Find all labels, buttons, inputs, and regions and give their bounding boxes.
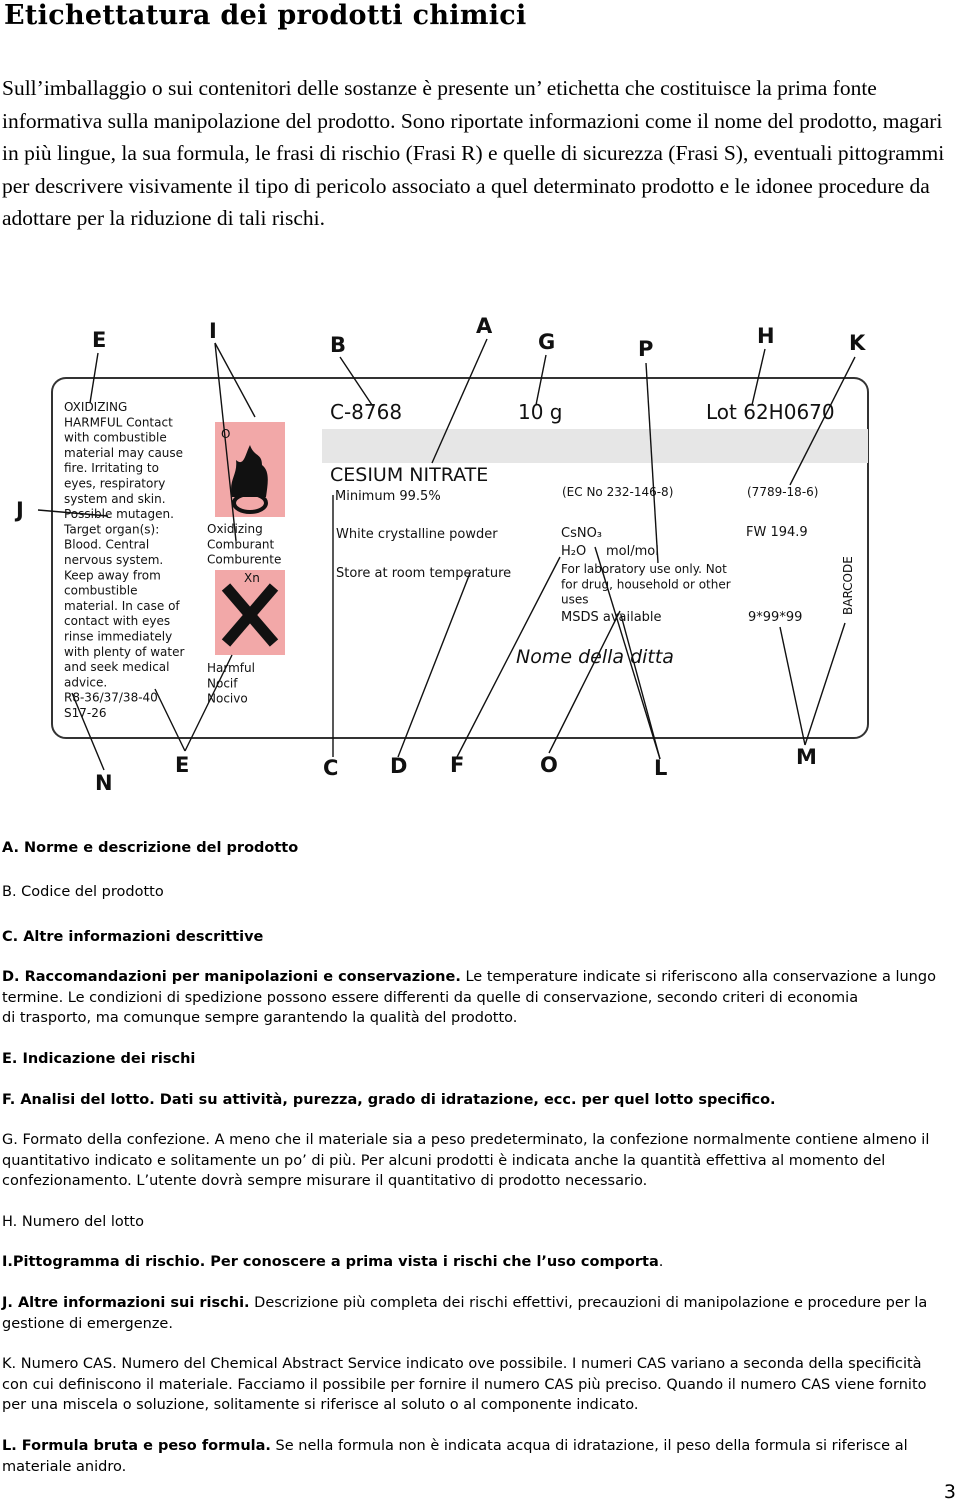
- product-name: CESIUM NITRATE: [330, 464, 489, 486]
- text-line: system and skin.: [64, 491, 166, 506]
- text-line: and seek medical: [64, 660, 170, 675]
- callout-h: H: [757, 324, 775, 348]
- text-line: with plenty of water: [64, 644, 185, 659]
- intro-paragraph: Sull’imballaggio o sui contenitori delle sostanze è presente un’ etichetta che costituisce la prima fonte informativa sulla manipolazione del prodotto. Sono riportate informazioni come il nome del prodotto, magari in più lingue, la sua formula, le frasi di rischio (Frasi R) e quelle di sicurezza (Frasi S), eventuali pittogrammi per descrivere visivamente il tipo di pericolo associato a quel determinato prodotto e le idonee procedure da adottare per la riduzione di tali rischi.: [2, 76, 945, 230]
- text-line: nervous system.: [64, 553, 164, 567]
- page-number: 3: [943, 1481, 956, 1503]
- text-line: For laboratory use only. Not: [561, 562, 727, 576]
- formula-weight: FW 194.9: [746, 525, 808, 540]
- storage-info: Store at room temperature: [336, 566, 512, 581]
- formula: CsNO₃: [561, 526, 603, 541]
- legend-b: B. Codice del prodotto: [2, 884, 164, 900]
- text-line: Keep away from: [64, 568, 161, 583]
- callout-f: F: [450, 753, 465, 777]
- water-formula: H₂O: [561, 544, 587, 559]
- text-line: rinse immediately: [64, 629, 173, 644]
- mol-unit: mol/mol: [606, 544, 659, 559]
- legend-a: A. Norme e descrizione del prodotto: [2, 840, 299, 856]
- callout-n: N: [95, 771, 113, 795]
- legend-i: I.Pittogramma di rischio. Per conoscere a prima vista i rischi che l’uso comporta.: [2, 1254, 664, 1270]
- callout-o: O: [540, 753, 558, 777]
- text-line: Nocif: [207, 676, 238, 691]
- callout-a: A: [476, 314, 493, 338]
- product-quantity: 10 g: [518, 400, 563, 424]
- text-line: Blood. Central: [64, 537, 150, 552]
- legend-f: F. Analisi del lotto. Dati su attività, purezza, grado di idratazione, ecc. per quel lotto specifico.: [2, 1092, 776, 1108]
- text-line: fire. Irritating to: [64, 461, 159, 476]
- header-divider: [322, 429, 868, 463]
- text-line: HARMFUL Contact: [64, 415, 173, 430]
- barcode-label: BARCODE: [841, 556, 855, 615]
- text-line: eyes, respiratory: [64, 476, 166, 491]
- text-line: Nocivo: [207, 691, 248, 706]
- legend-d: D. Raccomandazioni per manipolazioni e conservazione. Le temperature indicate si riferiscono alla conservazione a lungo termine. Le condizioni di spedizione possono essere differenti da quelle di conservazione, secondo criteri di economia di trasporto, ma comunque sempre garantendo la qualità del prodotto.: [2, 969, 936, 1026]
- chemical-label-figure: [0, 305, 900, 805]
- product-code: C-8768: [330, 400, 403, 424]
- text-line: S17-26: [64, 706, 107, 720]
- callout-p: P: [638, 337, 654, 361]
- legend-l: L. Formula bruta e peso formula. Se nella formula non è indicata acqua di idratazione, il peso della formula si riferisce al materiale anidro.: [2, 1438, 908, 1475]
- text-line: contact with eyes: [64, 614, 171, 629]
- text-line: combustible: [64, 583, 138, 598]
- callout-e-top: E: [92, 328, 107, 352]
- text-line: Comburente: [207, 552, 282, 567]
- text-line: Oxidizing: [207, 522, 263, 536]
- lot-number: Lot 62H0670: [706, 400, 835, 424]
- product-purity: Minimum 99.5%: [335, 489, 441, 504]
- callout-k: K: [849, 331, 866, 355]
- ec-number: (EC No 232-146-8): [562, 485, 674, 499]
- company-name: Nome della ditta: [516, 646, 674, 668]
- oxidizing-symbol: O: [221, 427, 231, 441]
- text-line: material. In case of: [64, 598, 180, 613]
- text-line: R8-36/37/38-40: [64, 690, 158, 705]
- callout-c: C: [323, 756, 339, 780]
- text-line: Comburant: [207, 537, 275, 552]
- legend-j: J. Altre informazioni sui rischi. Descrizione più completa dei rischi effettivi, precauzioni di manipolazione e procedure per la gestione di emergenze.: [2, 1295, 928, 1332]
- text-line: Harmful: [207, 661, 255, 675]
- callout-d: D: [390, 754, 408, 778]
- callout-g: G: [538, 330, 556, 354]
- legend-c: C. Altre informazioni descrittive: [2, 929, 264, 945]
- msds-text: MSDS available: [561, 610, 662, 625]
- text-line: uses: [561, 592, 589, 607]
- callout-m: M: [796, 745, 817, 769]
- page-title: Etichettatura dei prodotti chimici: [4, 0, 527, 31]
- callout-j: J: [16, 498, 24, 522]
- barcode-number: 9*99*99: [748, 610, 803, 625]
- callout-e-bottom: E: [175, 753, 190, 777]
- text-line: with combustible: [64, 430, 167, 445]
- callout-b: B: [330, 333, 347, 357]
- text-line: Possible mutagen.: [64, 507, 174, 522]
- legend-k: K. Numero CAS. Numero del Chemical Abstract Service indicato ove possibile. I numeri CAS variano a seconda della specificità con cui definiscono il materiale. Facciamo il possibile per fornire il numero CAS più preciso. Quando il numero CAS viene fornito per una miscela o soluzione, solitamente si riferisce al soluto o al componente indicato.: [2, 1356, 927, 1413]
- text-line: advice.: [64, 675, 108, 690]
- text-line: material may cause: [64, 445, 184, 460]
- product-description: White crystalline powder: [336, 527, 498, 542]
- callout-i: I: [209, 319, 217, 343]
- harmful-symbol: Xn: [244, 571, 260, 585]
- legend-g: G. Formato della confezione. A meno che il materiale sia a peso predeterminato, la confezione normalmente contiene almeno il quantitativo indicato e solitamente un po’ di più. Per alcuni prodotti è indicata anche la quantità effettiva al momento del confezionamento. L’utente dovrà sempre misurare il quantitativo di prodotto necessario.: [2, 1132, 930, 1189]
- text-line: Target organ(s):: [64, 522, 160, 537]
- callout-l: L: [654, 756, 668, 780]
- legend-e: E. Indicazione dei rischi: [2, 1051, 196, 1067]
- cas-number: (7789-18-6): [747, 485, 819, 499]
- text-line: for drug, household or other: [561, 577, 731, 592]
- legend-h: H. Numero del lotto: [2, 1214, 144, 1230]
- text-line: OXIDIZING: [64, 400, 128, 414]
